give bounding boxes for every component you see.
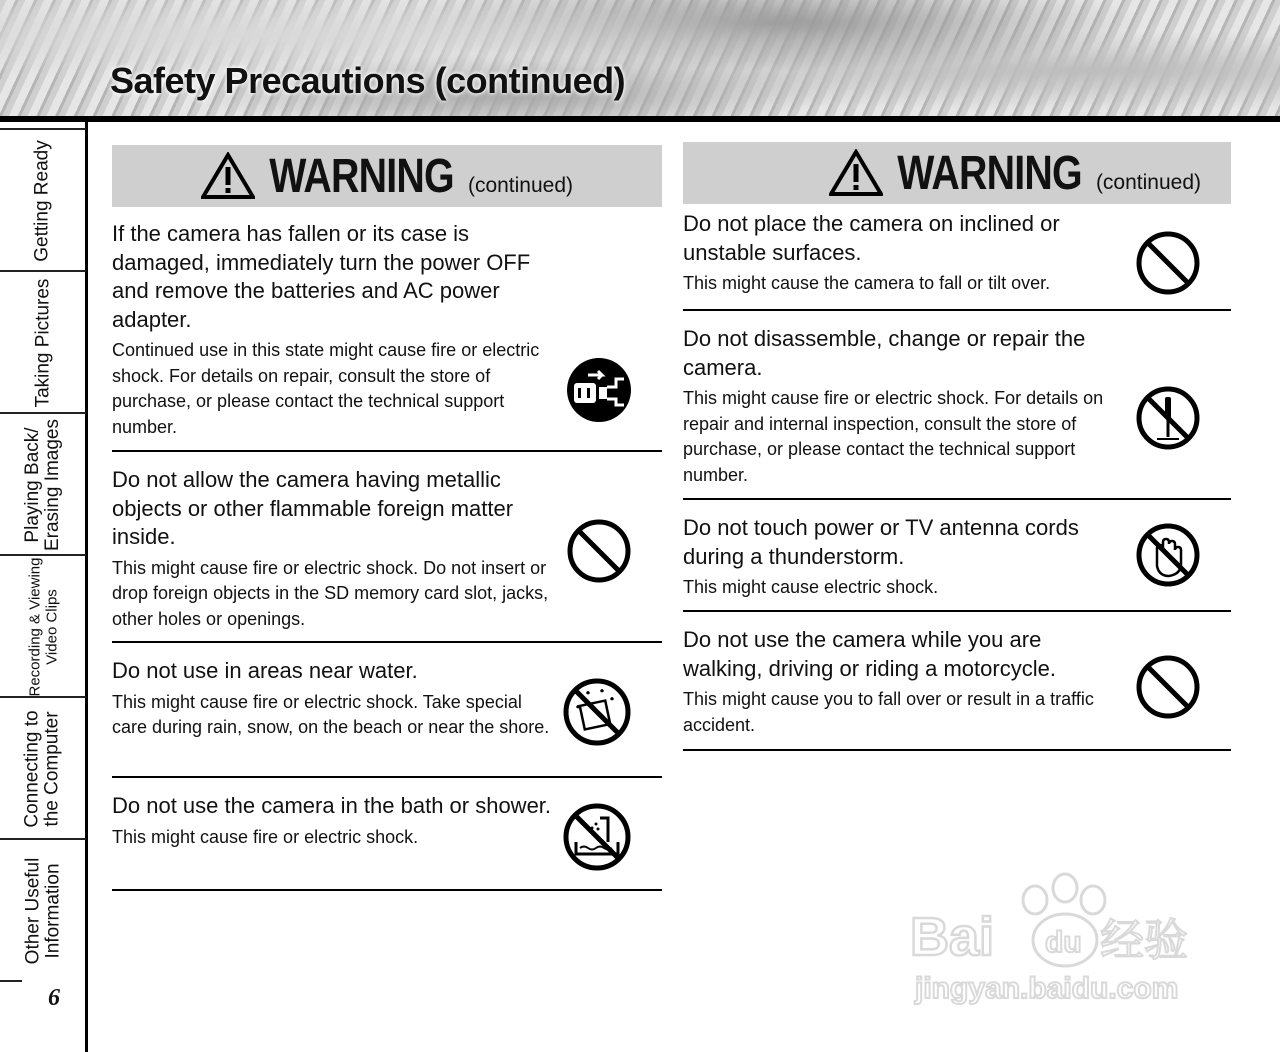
tab-label: Getting Ready — [32, 140, 53, 262]
warning-triangle-icon — [829, 149, 883, 197]
tab-label: Recording & Viewing Video Clips — [26, 557, 61, 697]
warning-word: WARNING — [897, 146, 1082, 200]
warning-item — [683, 204, 1231, 311]
warning-suffix: (continued) — [467, 174, 574, 197]
svg-text:经验: 经验 — [1100, 915, 1188, 966]
warning-word: WARNING — [269, 149, 454, 203]
item-heading: Do not use the camera while you are walking, driving or riding a motorcycle. — [683, 627, 1056, 681]
no-bath-icon — [562, 802, 632, 872]
warning-triangle-icon — [201, 152, 255, 200]
tab-label: Playing Back/ Erasing Images — [22, 418, 64, 552]
unplug-icon — [566, 357, 632, 423]
no-water-icon — [562, 677, 632, 747]
tab-label: Connecting to the Computer — [22, 710, 63, 828]
svg-text:Bai: Bai — [910, 907, 995, 967]
warning-item — [683, 612, 1231, 751]
page-title: Safety Precautions (continued) — [110, 60, 626, 101]
warning-item — [112, 643, 662, 778]
item-heading: Do not disassemble, change or repair the camera. — [683, 326, 1086, 380]
warning-banner — [112, 145, 662, 207]
item-heading: Do not touch power or TV antenna cords during a thunderstorm. — [683, 515, 1079, 569]
tab-label: Taking Pictures — [32, 278, 53, 408]
svg-text:du: du — [1045, 926, 1082, 959]
header-rule — [0, 116, 1280, 122]
prohibited-icon — [1135, 230, 1201, 296]
left-warning-column — [112, 145, 662, 891]
item-body: This might cause the camera to fall or tilt over. — [683, 273, 1051, 293]
item-body: This might cause fire or electric shock. Take special care during rain, snow, on the beach or near the shore. — [112, 691, 550, 737]
page-number: 6 — [48, 985, 60, 1011]
item-body: Continued use in this state might cause fire or electric shock. For details on repair, consult the store of purchase, or please contact the technical support number. — [112, 340, 540, 437]
item-heading: Do not use the camera in the bath or shower. — [112, 793, 552, 818]
item-body: This might cause fire or electric shock. — [112, 826, 419, 847]
tab-connecting-computer[interactable] — [0, 696, 86, 838]
warning-suffix: (continued) — [1095, 171, 1201, 194]
prohibited-icon — [1135, 654, 1201, 720]
warning-item — [683, 311, 1231, 500]
tab-label: Other Useful Information — [22, 857, 63, 965]
tab-other-info[interactable] — [0, 838, 86, 980]
tab-getting-ready[interactable] — [0, 128, 86, 270]
item-body: This might cause fire or electric shock. For details on repair and internal inspection, consult the store of purchase, or please contact the technical support number. — [683, 388, 1104, 485]
tab-recording-video[interactable] — [0, 554, 86, 696]
warning-banner — [683, 142, 1231, 204]
warning-item — [112, 207, 662, 452]
item-heading: Do not allow the camera having metallic objects or other flammable foreign matter inside. — [112, 467, 514, 549]
warning-item — [112, 452, 662, 643]
svg-text:jingyan.baidu.com: jingyan.baidu.com — [915, 972, 1179, 1005]
tab-taking-pictures[interactable] — [0, 270, 86, 412]
item-heading: Do not place the camera on inclined or unstable surfaces. — [683, 211, 1060, 265]
warning-item — [683, 500, 1231, 612]
tab-playing-back[interactable] — [0, 412, 86, 554]
right-warning-column — [683, 142, 1231, 751]
no-touch-icon — [1135, 522, 1201, 588]
no-disassembly-icon — [1135, 385, 1201, 451]
item-body: This might cause electric shock. — [683, 577, 939, 597]
item-heading: Do not use in areas near water. — [112, 658, 418, 683]
item-body: This might cause you to fall over or result in a traffic accident. — [683, 689, 1094, 735]
baidu-watermark-logo — [905, 860, 1215, 1010]
warning-item — [112, 778, 662, 891]
item-heading: If the camera has fallen or its case is damaged, immediately turn the power OFF and remove the batteries and AC power adapter. — [112, 221, 531, 332]
item-body: This might cause fire or electric shock. Do not insert or drop foreign objects in the SD memory card slot, jacks, other holes or openings. — [112, 557, 549, 629]
prohibited-icon — [566, 518, 632, 584]
